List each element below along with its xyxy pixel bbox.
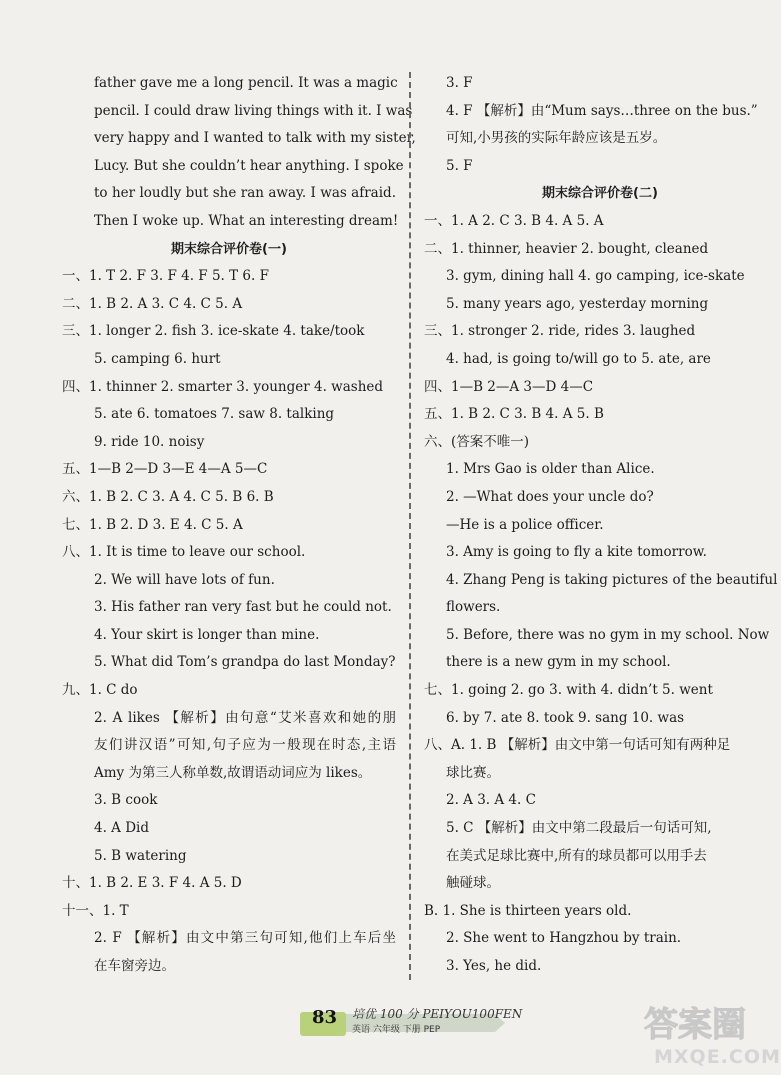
answer-line: 三、1. longer 2. fish 3. ice-skate 4. take/took (62, 323, 365, 340)
answer-line: 触碰球。 (446, 875, 500, 892)
answer-line: 十、1. B 2. E 3. F 4. A 5. D (62, 875, 242, 892)
answer-line: 3. F (446, 75, 473, 91)
answer-line: 五、1. B 2. C 3. B 4. A 5. B (424, 406, 604, 423)
answer-line: flowers. (446, 599, 501, 616)
answer-line: 七、1. B 2. D 3. E 4. C 5. A (62, 516, 243, 533)
answer-line: 三、1. stronger 2. ride, rides 3. laughed (424, 323, 696, 340)
answer-line: 5. C 【解析】由文中第二段最后一句话可知, (446, 820, 712, 837)
answer-line: 3. gym, dining hall 4. go camping, ice-skate (446, 268, 745, 285)
answer-line: 3. His father ran very fast but he could not. (94, 599, 392, 616)
answer-line: very happy and I wanted to talk with my sister, (94, 130, 416, 147)
watermark-logo (640, 998, 758, 1046)
answer-line: 4. had, is going to/will go to 5. ate, are (446, 350, 711, 367)
answer-line: there is a new gym in my school. (446, 654, 671, 671)
answer-line: 五、1—B 2—D 3—E 4—A 5—C (62, 461, 268, 478)
answer-line: 1. Mrs Gao is older than Alice. (446, 461, 655, 478)
answer-line: father gave me a long pencil. It was a magic (94, 75, 398, 91)
answer-line: 在车窗旁边。 (94, 958, 175, 974)
answer-line: 四、1. thinner 2. smarter 3. younger 4. washed (62, 378, 384, 395)
answer-line: 在美式足球比赛中,所有的球员都可以用手去 (446, 847, 707, 864)
answer-line: 六、(答案不唯一) (424, 433, 530, 450)
answer-line: 3. B cook (94, 792, 158, 809)
answer-line: 二、1. thinner, heavier 2. bought, cleaned (424, 240, 709, 257)
right-column (424, 70, 776, 981)
answer-line: —He is a police officer. (446, 516, 604, 533)
answer-line: 5. What did Tom’s grandpa do last Monday? (94, 654, 396, 671)
answer-line: 3. Amy is going to fly a kite tomorrow. (446, 544, 707, 561)
answer-line: 2. —What does your uncle do? (446, 488, 654, 505)
answer-line: pencil. I could draw living things with it. I was (94, 102, 413, 119)
answer-line: Amy 为第三人称单数,故谓语动词应为 likes。 (94, 764, 372, 781)
answer-line: 2. She went to Hangzhou by train. (446, 930, 682, 947)
answer-line: 一、1. T 2. F 3. F 4. F 5. T 6. F (62, 268, 269, 285)
answer-line: 2. A 3. A 4. C (446, 792, 536, 809)
answer-line: 4. Your skirt is longer than mine. (94, 626, 320, 643)
answer-line: 6. by 7. ate 8. took 9. sang 10. was (446, 709, 685, 726)
answer-line: 5. Before, there was no gym in my school. Now (446, 626, 770, 643)
answer-line: Then I woke up. What an interesting dream! (94, 212, 399, 229)
answer-line: 5. F (446, 157, 473, 174)
answer-line: 5. camping 6. hurt (94, 350, 221, 367)
answer-line: 十一、1. T (62, 902, 129, 919)
answer-line: 2. F 【解析】由文中第三句可知,他们上车后坐 (94, 930, 396, 947)
answer-line: B. 1. She is thirteen years old. (424, 902, 632, 919)
answer-line: 七、1. going 2. go 3. with 4. didn’t 5. went (424, 682, 713, 699)
brand-text: 培优 100 分 PEIYOU100FEN (352, 1007, 523, 1021)
answer-line: 5. many years ago, yesterday morning (446, 295, 709, 312)
watermark-logo-text: 答案圈 (644, 1005, 746, 1045)
answer-line: 5. B watering (94, 847, 187, 864)
answer-line: 9. ride 10. noisy (94, 433, 205, 450)
answer-line: Lucy. But she couldn’t hear anything. I spoke (94, 157, 404, 174)
answer-line: 2. A likes 【解析】由句意“艾米喜欢和她的朋 (94, 709, 396, 726)
answer-line: 3. Yes, he did. (446, 958, 542, 974)
answer-line: 4. F 【解析】由“Mum says…three on the bus.” (446, 102, 758, 119)
answer-line: 4. A Did (94, 820, 149, 837)
answer-line: 4. Zhang Peng is taking pictures of the beautiful (446, 571, 778, 588)
watermark-url: MXQE.COM (654, 1046, 781, 1068)
section-heading: 期末综合评价卷(二) (542, 186, 658, 202)
answer-line: 八、A. 1. B 【解析】由文中第一句话可知有两种足 (424, 737, 731, 754)
answer-line: 一、1. A 2. C 3. B 4. A 5. A (424, 212, 604, 229)
answer-line: to her loudly but she ran away. I was afraid. (94, 185, 396, 202)
answer-line: 九、1. C do (62, 682, 138, 699)
book-info: 英语 六年级 下册 PEP (352, 1025, 441, 1035)
answer-line: 可知,小男孩的实际年龄应该是五岁。 (446, 130, 667, 147)
answer-line: 六、1. B 2. C 3. A 4. C 5. B 6. B (62, 488, 274, 505)
answer-line: 八、1. It is time to leave our school. (62, 544, 306, 561)
left-column (62, 70, 416, 981)
page-number: 83 (312, 1007, 338, 1028)
answer-line: 球比赛。 (446, 764, 500, 781)
answer-line: 2. We will have lots of fun. (94, 571, 275, 588)
section-heading: 期末综合评价卷(一) (171, 241, 287, 257)
answer-line: 友们讲汉语”可知,句子应为一般现在时态,主语 (94, 737, 396, 754)
answer-line: 四、1—B 2—A 3—D 4—C (424, 378, 594, 395)
column-divider (409, 72, 411, 980)
answer-line: 5. ate 6. tomatoes 7. saw 8. talking (94, 406, 335, 423)
answer-line: 二、1. B 2. A 3. C 4. C 5. A (62, 295, 243, 312)
